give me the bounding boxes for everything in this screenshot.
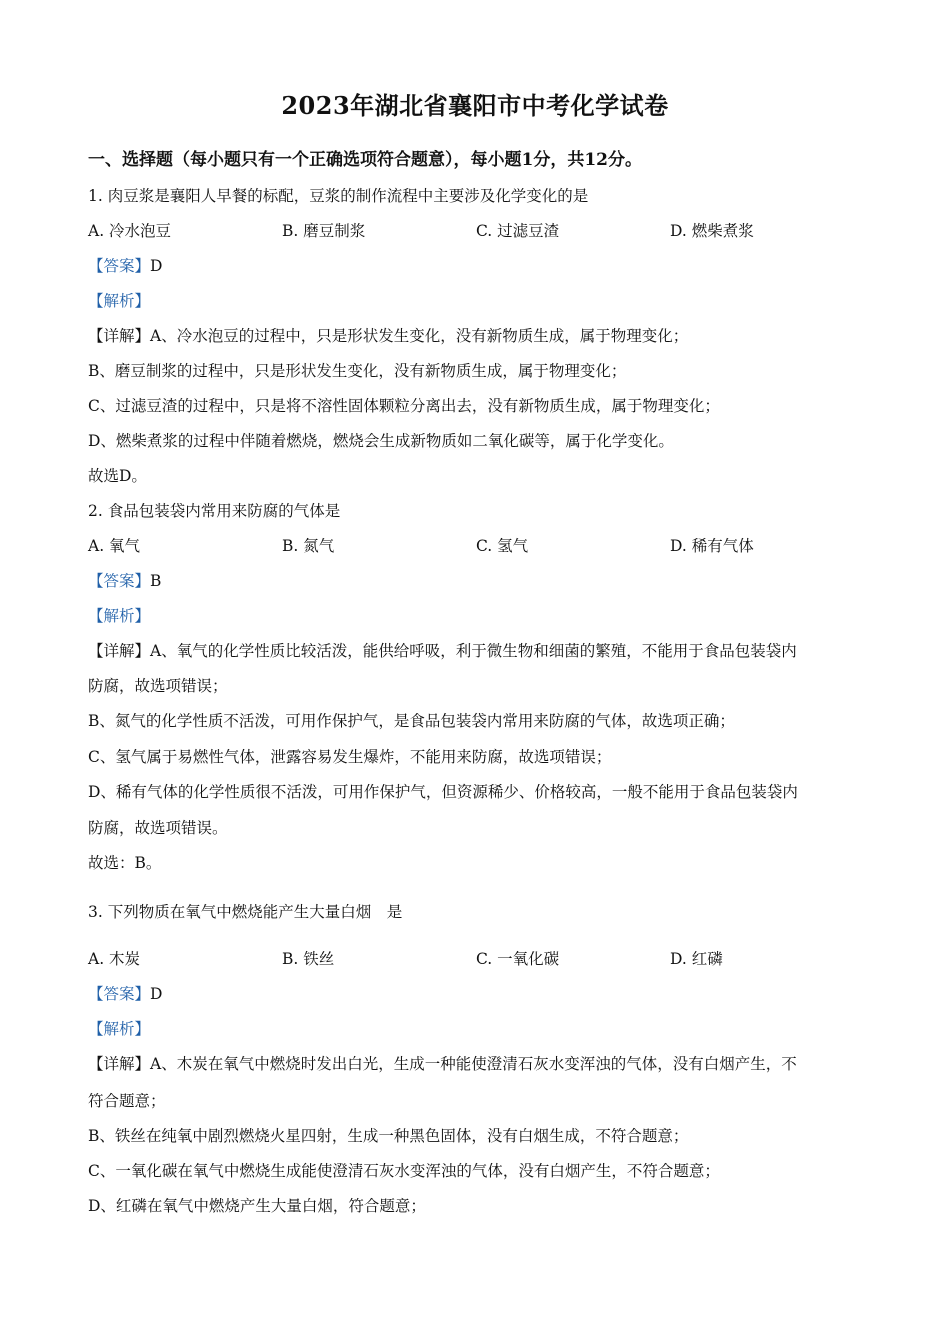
option-c: C. 过滤豆渣 xyxy=(476,222,560,240)
option-d: D. 红磷 xyxy=(670,950,723,968)
detail-tag: 【详解】 xyxy=(88,1055,151,1073)
option-d: D. 燃柴煮浆 xyxy=(670,222,754,240)
answer-value: B xyxy=(150,572,162,590)
detail-line: C、过滤豆渣的过程中，只是将不溶性固体颗粒分离出去，没有新物质生成，属于物理变化； xyxy=(88,397,720,415)
question-stem: 1. 肉豆浆是襄阳人早餐的标配，豆浆的制作流程中主要涉及化学变化的是 xyxy=(88,187,589,205)
detail-line xyxy=(88,324,688,346)
page-title: 2023年湖北省襄阳市中考化学试卷 xyxy=(281,91,669,120)
detail-line xyxy=(88,639,797,661)
question-stem: 2. 食品包装袋内常用来防腐的气体是 xyxy=(88,502,341,520)
detail-line: B、氮气的化学性质不活泼，可用作保护气，是食品包装袋内常用来防腐的气体，故选项正确； xyxy=(88,712,735,730)
conclusion-line: 故选：B。 xyxy=(88,854,162,872)
detail-text: A、氧气的化学性质比较活泼，能供给呼吸，利于微生物和细菌的繁殖，不能用于食品包装袋内 xyxy=(150,642,797,660)
option-c: C. 一氧化碳 xyxy=(476,950,560,968)
conclusion-line: 故选D。 xyxy=(88,467,147,485)
detail-line: 符合题意； xyxy=(88,1092,166,1110)
option-a: A. 冷水泡豆 xyxy=(88,222,172,240)
answer-line xyxy=(88,982,162,1004)
detail-tag: 【详解】 xyxy=(88,327,151,345)
detail-line: D、红磷在氧气中燃烧产生大量白烟，符合题意； xyxy=(88,1197,426,1215)
answer-tag: 【答案】 xyxy=(88,572,151,590)
detail-line: C、氢气属于易燃性气体，泄露容易发生爆炸，不能用来防腐，故选项错误； xyxy=(88,748,612,766)
detail-line: 防腐，故选项错误。 xyxy=(88,819,228,837)
detail-line: B、磨豆制浆的过程中，只是形状发生变化，没有新物质生成，属于物理变化； xyxy=(88,362,627,380)
answer-tag: 【答案】 xyxy=(88,985,151,1003)
detail-line: 防腐，故选项错误； xyxy=(88,677,228,695)
detail-line: B、铁丝在纯氧中剧烈燃烧火星四射，生成一种黑色固体，没有白烟生成，不符合题意； xyxy=(88,1127,689,1145)
analysis-tag: 【解析】 xyxy=(88,607,151,625)
detail-line: C、一氧化碳在氧气中燃烧生成能使澄清石灰水变浑浊的气体，没有白烟产生，不符合题意； xyxy=(88,1162,720,1180)
detail-line: D、燃柴煮浆的过程中伴随着燃烧，燃烧会生成新物质如二氧化碳等，属于化学变化。 xyxy=(88,432,674,450)
option-b: B. 氮气 xyxy=(282,537,335,555)
detail-line: D、稀有气体的化学性质很不活泼，可用作保护气，但资源稀少、价格较高，一般不能用于食品包装袋内 xyxy=(88,783,798,801)
section-heading: 一、选择题（每小题只有一个正确选项符合题意），每小题1分，共12分。 xyxy=(88,150,642,170)
answer-tag: 【答案】 xyxy=(88,257,151,275)
answer-value: D xyxy=(150,985,163,1003)
detail-text: A、冷水泡豆的过程中，只是形状发生变化，没有新物质生成，属于物理变化； xyxy=(150,327,689,345)
option-a: A. 氧气 xyxy=(88,537,141,555)
analysis-tag: 【解析】 xyxy=(88,292,151,310)
option-a: A. 木炭 xyxy=(88,950,141,968)
answer-value: D xyxy=(150,257,163,275)
option-c: C. 氢气 xyxy=(476,537,529,555)
option-b: B. 铁丝 xyxy=(282,950,335,968)
option-d: D. 稀有气体 xyxy=(670,537,754,555)
analysis-tag: 【解析】 xyxy=(88,1020,151,1038)
detail-text: A、木炭在氧气中燃烧时发出白光，生成一种能使澄清石灰水变浑浊的气体，没有白烟产生，不 xyxy=(150,1055,797,1073)
question-stem: 3. 下列物质在氧气中燃烧能产生大量白烟 是 xyxy=(88,903,403,921)
answer-line xyxy=(88,254,162,276)
detail-tag: 【详解】 xyxy=(88,642,151,660)
detail-line xyxy=(88,1052,797,1074)
option-b: B. 磨豆制浆 xyxy=(282,222,366,240)
answer-line xyxy=(88,569,161,591)
